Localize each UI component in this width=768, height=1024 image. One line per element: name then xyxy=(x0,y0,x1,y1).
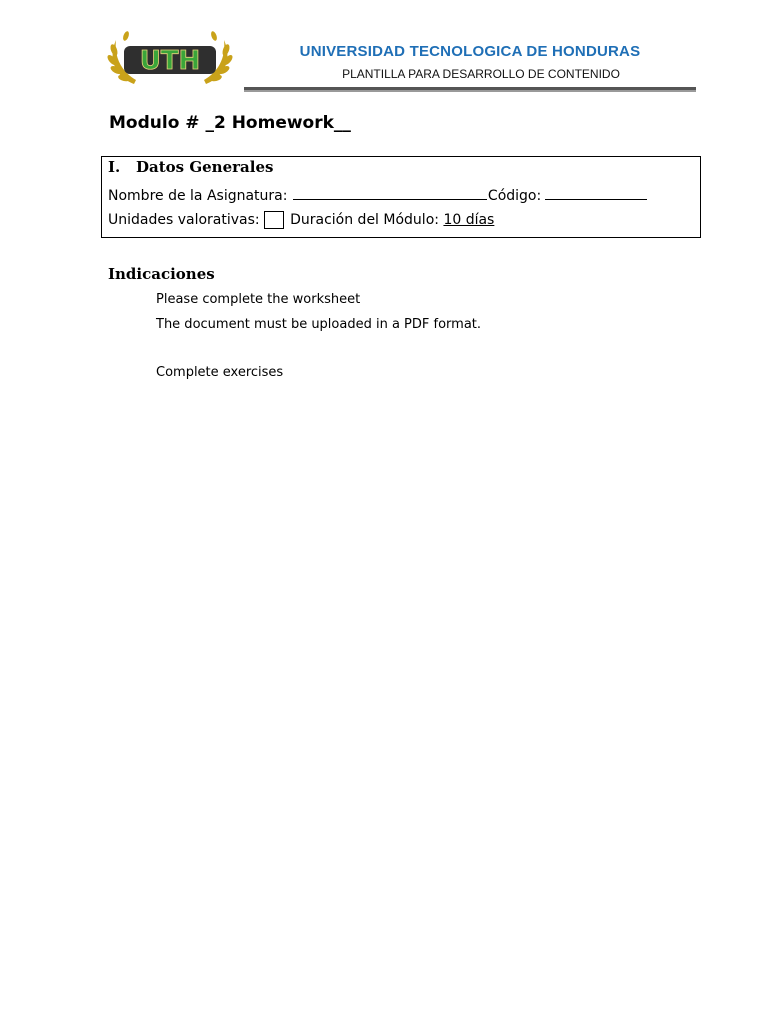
subject-field[interactable] xyxy=(293,185,487,200)
code-field[interactable] xyxy=(545,185,647,200)
section-number: I. xyxy=(108,158,121,176)
indication-item: Please complete the worksheet xyxy=(156,292,361,307)
template-subtitle: PLANTILLA PARA DESARROLLO DE CONTENIDO xyxy=(342,67,620,81)
indications-heading: Indicaciones xyxy=(108,265,215,283)
units-label: Unidades valorativas: xyxy=(108,212,260,228)
section-title: Datos Generales xyxy=(136,158,274,176)
units-row xyxy=(108,211,494,229)
indication-item: Complete exercises xyxy=(156,365,284,380)
indication-item: The document must be uploaded in a PDF format. xyxy=(156,317,482,332)
code-label: Código: xyxy=(487,188,542,204)
subject-row xyxy=(108,185,647,204)
units-field[interactable] xyxy=(264,211,284,229)
svg-text:UTH: UTH xyxy=(139,46,201,76)
subject-label: Nombre de la Asignatura: xyxy=(108,188,288,204)
general-data-heading xyxy=(108,158,273,176)
duration-value: 10 días xyxy=(443,212,495,228)
university-name: UNIVERSIDAD TECNOLOGICA DE HONDURAS xyxy=(299,43,641,60)
uth-logo xyxy=(104,28,236,90)
page-title: Modulo # _2 Homework__ xyxy=(109,113,351,133)
duration-label: Duración del Módulo: xyxy=(290,212,439,228)
header-divider xyxy=(244,87,696,92)
